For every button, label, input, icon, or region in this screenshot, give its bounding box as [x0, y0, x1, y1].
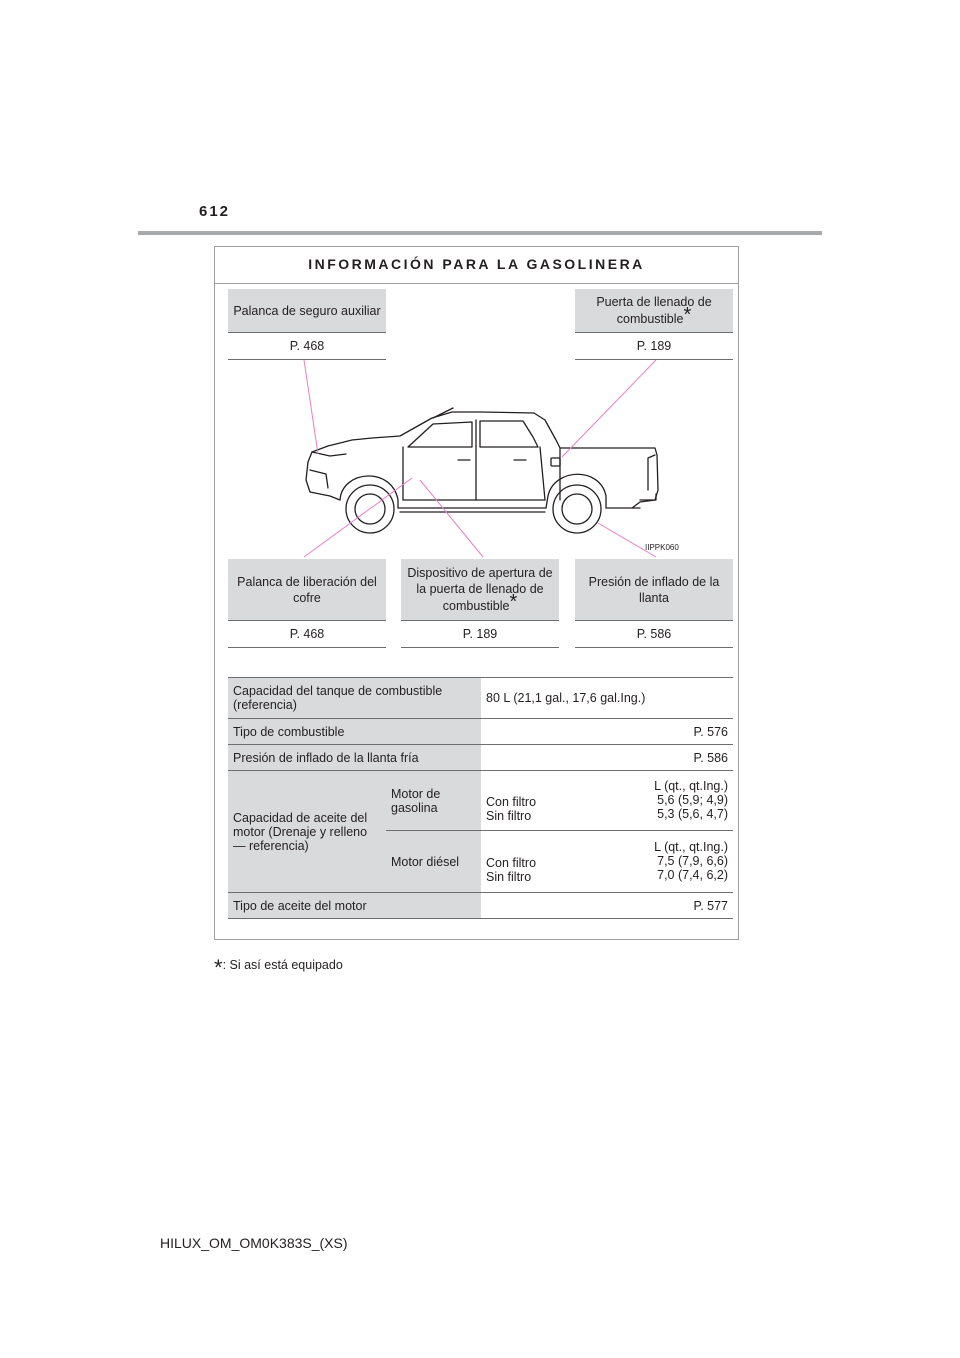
footer-document-code: HILUX_OM_OM0K383S_(XS) [160, 1235, 348, 1251]
oil-type-label: Tipo de aceite del motor [228, 893, 481, 919]
fuel-type-label: Tipo de combustible [228, 719, 481, 745]
panel-title: INFORMACIÓN PARA LA GASOLINERA [215, 247, 738, 284]
tank-capacity-label: Capacidad del tanque de combustible (referencia) [228, 678, 481, 719]
aux-lever-ref[interactable]: P. 468 [228, 333, 386, 360]
image-code: IIPPK060 [645, 543, 679, 552]
table-row [228, 771, 733, 831]
page-number: 612 [199, 203, 231, 220]
tire-pressure-label: Presión de inflado de la llanta [575, 559, 733, 621]
tank-capacity-value: 80 L (21,1 gal., 17,6 gal.Ing.) [481, 678, 733, 719]
fuel-door-ref[interactable]: P. 189 [575, 333, 733, 360]
asterisk: * [683, 304, 692, 326]
fuel-door-opener-label: Dispositivo de apertura de la puerta de llenado de combustible* [401, 559, 559, 621]
diesel-oil-values: Con filtro Sin filtro L (qt., qt.Ing.) 7,5 (7,9, 6,6) 7,0 (7,4, 6,2) [481, 831, 733, 893]
table-row [228, 678, 733, 719]
fuel-door-label: Puerta de llenado de combustible* [575, 289, 733, 333]
oil-type-ref[interactable]: P. 577 [481, 893, 733, 919]
asterisk: * [214, 955, 223, 980]
table-row [228, 893, 733, 919]
aux-lever-label: Palanca de seguro auxiliar [228, 289, 386, 333]
table-row [228, 745, 733, 771]
gasoline-oil-values: Con filtro Sin filtro L (qt., qt.Ing.) 5,6 (5,9; 4,9) 5,3 (5,6, 4,7) [481, 771, 733, 831]
footnote: *: Si así está equipado [214, 955, 343, 980]
oil-capacity-label: Capacidad de aceite del motor (Drenaje y relleno — referencia) [228, 771, 386, 893]
fuel-door-opener-ref[interactable]: P. 189 [401, 621, 559, 648]
hood-release-lever-label: Palanca de liberación del cofre [228, 559, 386, 621]
fuel-type-ref[interactable]: P. 576 [481, 719, 733, 745]
hood-release-ref[interactable]: P. 468 [228, 621, 386, 648]
table-row [228, 719, 733, 745]
diesel-engine-label: Motor diésel [386, 831, 481, 893]
gasoline-engine-label: Motor de gasolina [386, 771, 481, 831]
spec-table [228, 677, 733, 919]
cold-tire-pressure-ref[interactable]: P. 586 [481, 745, 733, 771]
tire-pressure-ref[interactable]: P. 586 [575, 621, 733, 648]
asterisk: * [509, 591, 518, 613]
cold-tire-pressure-label: Presión de inflado de la llanta fría [228, 745, 481, 771]
